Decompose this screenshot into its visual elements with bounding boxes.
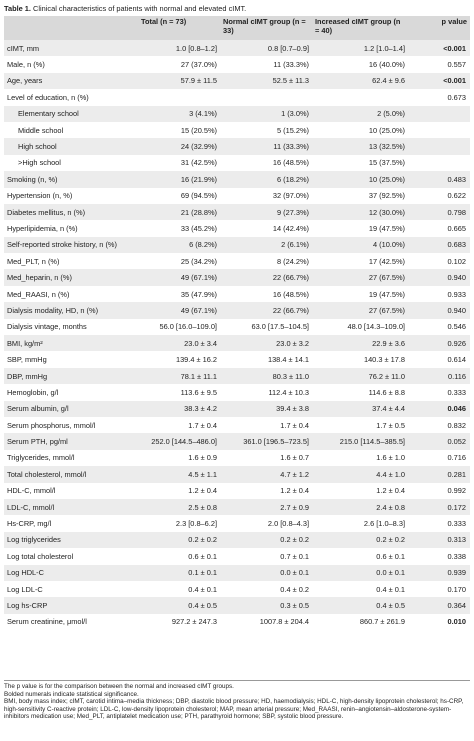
cell-total: 139.4 ± 16.2 xyxy=(138,351,220,367)
cell-increased: 22.9 ± 3.6 xyxy=(312,335,408,351)
row-label: Serum PTH, pg/ml xyxy=(4,433,138,449)
row-label: SBP, mmHg xyxy=(4,351,138,367)
table-row xyxy=(4,56,470,72)
cell-p-value: 0.313 xyxy=(408,532,470,548)
footnote: Bolded numerals indicate statistical significance. xyxy=(4,690,139,698)
row-label: Male, n (%) xyxy=(4,56,138,72)
cell-total: 0.1 ± 0.1 xyxy=(138,565,220,581)
cell-total: 23.0 ± 3.4 xyxy=(138,335,220,351)
table-row xyxy=(4,368,470,384)
row-label: Middle school xyxy=(4,122,138,138)
header-p-value: p value xyxy=(408,16,470,40)
cell-p-value: 0.333 xyxy=(408,515,470,531)
cell-increased: 37.4 ± 4.4 xyxy=(312,401,408,417)
cell-normal: 23.0 ± 3.2 xyxy=(220,335,312,351)
cell-normal: 138.4 ± 14.1 xyxy=(220,351,312,367)
cell-normal: 11 (33.3%) xyxy=(220,138,312,154)
table-row xyxy=(4,597,470,613)
table-row xyxy=(4,450,470,466)
cell-total: 3 (4.1%) xyxy=(138,106,220,122)
cell-total: 1.0 [0.8–1.2] xyxy=(138,40,220,56)
table-row xyxy=(4,237,470,253)
cell-total: 56.0 [16.0–109.0] xyxy=(138,319,220,335)
cell-p-value: 0.798 xyxy=(408,204,470,220)
cell-normal: 8 (24.2%) xyxy=(220,253,312,269)
cell-p-value: 0.170 xyxy=(408,581,470,597)
table-row xyxy=(4,188,470,204)
cell-increased: 17 (42.5%) xyxy=(312,253,408,269)
cell-normal: 52.5 ± 11.3 xyxy=(220,73,312,89)
cell-p-value xyxy=(408,122,470,138)
cell-total: 1.2 ± 0.4 xyxy=(138,483,220,499)
cell-p-value: 0.546 xyxy=(408,319,470,335)
row-label: Self-reported stroke history, n (%) xyxy=(4,237,138,253)
cell-p-value: 0.992 xyxy=(408,483,470,499)
cell-total: 4.5 ± 1.1 xyxy=(138,466,220,482)
table-row xyxy=(4,433,470,449)
cell-normal: 2.7 ± 0.9 xyxy=(220,499,312,515)
header-normal-cimt: Normal cIMT group (n = 33) xyxy=(220,16,312,40)
cell-increased: 76.2 ± 11.0 xyxy=(312,368,408,384)
cell-increased: 0.2 ± 0.2 xyxy=(312,532,408,548)
row-label: BMI, kg/m² xyxy=(4,335,138,351)
table-row xyxy=(4,319,470,335)
header-increased-cimt: Increased cIMT group (n = 40) xyxy=(312,16,408,40)
row-label: Hypertension (n, %) xyxy=(4,188,138,204)
table-row xyxy=(4,155,470,171)
cell-normal: 1007.8 ± 204.4 xyxy=(220,614,312,630)
row-label: Diabetes mellitus, n (%) xyxy=(4,204,138,220)
cell-normal: 9 (27.3%) xyxy=(220,204,312,220)
cell-p-value: 0.052 xyxy=(408,433,470,449)
footnote: BMI, body mass index; cIMT, carotid intima–media thickness; DBP, diastolic blood pressure; HD, haemodialysis; HDL-C, high-density lipoprotein cholesterol; hs-CRP, high-sensitivity C-reactive protein; LDL-C, low-density lipoprotein cholesterol; MAP, mean arterial pressure; Med_RAASI, renin–angiotensin–aldosterone-system-inhibitors medication use; Med_PLT, antiplatelet medication use; PTH, parathyroid hormone; SBP, systolic blood pressure. xyxy=(4,698,464,721)
row-label: Elementary school xyxy=(4,106,138,122)
cell-p-value: 0.683 xyxy=(408,237,470,253)
cell-total: 27 (37.0%) xyxy=(138,56,220,72)
table-row xyxy=(4,565,470,581)
cell-normal: 32 (97.0%) xyxy=(220,188,312,204)
table-row xyxy=(4,302,470,318)
cell-p-value: 0.933 xyxy=(408,286,470,302)
cell-p-value: 0.665 xyxy=(408,220,470,236)
table-row xyxy=(4,351,470,367)
cell-total: 0.6 ± 0.1 xyxy=(138,548,220,564)
row-label: >High school xyxy=(4,155,138,171)
cell-total: 25 (34.2%) xyxy=(138,253,220,269)
cell-normal: 112.4 ± 10.3 xyxy=(220,384,312,400)
cell-increased: 10 (25.0%) xyxy=(312,122,408,138)
cell-p-value: 0.832 xyxy=(408,417,470,433)
cell-p-value: 0.338 xyxy=(408,548,470,564)
cell-increased: 0.6 ± 0.1 xyxy=(312,548,408,564)
table-row xyxy=(4,532,470,548)
row-label: Med_RAASI, n (%) xyxy=(4,286,138,302)
row-label: Age, years xyxy=(4,73,138,89)
row-label: Log hs-CRP xyxy=(4,597,138,613)
cell-normal: 16 (48.5%) xyxy=(220,286,312,302)
cell-increased: 1.2 ± 0.4 xyxy=(312,483,408,499)
row-label: Dialysis modality, HD, n (%) xyxy=(4,302,138,318)
cell-p-value: 0.046 xyxy=(408,401,470,417)
cell-increased: 2.4 ± 0.8 xyxy=(312,499,408,515)
cell-normal: 16 (48.5%) xyxy=(220,155,312,171)
cell-increased: 27 (67.5%) xyxy=(312,269,408,285)
cell-p-value: 0.614 xyxy=(408,351,470,367)
row-label: DBP, mmHg xyxy=(4,368,138,384)
cell-total: 24 (32.9%) xyxy=(138,138,220,154)
cell-total: 49 (67.1%) xyxy=(138,302,220,318)
cell-normal: 1.2 ± 0.4 xyxy=(220,483,312,499)
table-row xyxy=(4,40,470,56)
row-label: Med_heparin, n (%) xyxy=(4,269,138,285)
table-row xyxy=(4,73,470,89)
cell-increased: 4 (10.0%) xyxy=(312,237,408,253)
table-row xyxy=(4,138,470,154)
cell-increased: 12 (30.0%) xyxy=(312,204,408,220)
row-label: Dialysis vintage, months xyxy=(4,319,138,335)
cell-increased: 48.0 [14.3–109.0] xyxy=(312,319,408,335)
row-label: LDL-C, mmol/l xyxy=(4,499,138,515)
table-footnotes xyxy=(4,680,470,721)
row-label: Hs-CRP, mg/l xyxy=(4,515,138,531)
table-row xyxy=(4,515,470,531)
cell-p-value xyxy=(408,155,470,171)
cell-normal: 0.3 ± 0.5 xyxy=(220,597,312,613)
cell-total: 2.3 [0.8–6.2] xyxy=(138,515,220,531)
cell-total: 2.5 ± 0.8 xyxy=(138,499,220,515)
cell-p-value: 0.716 xyxy=(408,450,470,466)
row-label: Smoking (n, %) xyxy=(4,171,138,187)
cell-increased: 0.4 ± 0.1 xyxy=(312,581,408,597)
table-row xyxy=(4,253,470,269)
cell-increased: 2.6 [1.0–8.3] xyxy=(312,515,408,531)
cell-normal: 0.0 ± 0.1 xyxy=(220,565,312,581)
cell-p-value: <0.001 xyxy=(408,73,470,89)
row-label: Serum phosphorus, mmol/l xyxy=(4,417,138,433)
cell-normal: 39.4 ± 3.8 xyxy=(220,401,312,417)
cell-normal: 361.0 [196.5–723.5] xyxy=(220,433,312,449)
cell-p-value: 0.333 xyxy=(408,384,470,400)
cell-increased: 10 (25.0%) xyxy=(312,171,408,187)
cell-p-value: 0.940 xyxy=(408,269,470,285)
caption-label: Table 1. xyxy=(4,4,31,13)
cell-total: 16 (21.9%) xyxy=(138,171,220,187)
row-label: Log triglycerides xyxy=(4,532,138,548)
cell-p-value xyxy=(408,138,470,154)
table-row xyxy=(4,417,470,433)
cell-increased: 13 (32.5%) xyxy=(312,138,408,154)
cell-normal: 2 (6.1%) xyxy=(220,237,312,253)
row-label: Hemoglobin, g/l xyxy=(4,384,138,400)
table-row xyxy=(4,614,470,630)
table-body xyxy=(4,40,470,630)
cell-increased: 19 (47.5%) xyxy=(312,286,408,302)
row-label: Log total cholesterol xyxy=(4,548,138,564)
cell-p-value: 0.940 xyxy=(408,302,470,318)
cell-total: 21 (28.8%) xyxy=(138,204,220,220)
cell-increased: 27 (67.5%) xyxy=(312,302,408,318)
cell-total: 35 (47.9%) xyxy=(138,286,220,302)
caption-text: Clinical characteristics of patients with normal and elevated cIMT. xyxy=(33,4,247,13)
table-row xyxy=(4,106,470,122)
cell-normal xyxy=(220,89,312,105)
cell-increased: 140.3 ± 17.8 xyxy=(312,351,408,367)
cell-increased: 16 (40.0%) xyxy=(312,56,408,72)
cell-p-value: 0.010 xyxy=(408,614,470,630)
cell-p-value xyxy=(408,106,470,122)
cell-p-value: 0.116 xyxy=(408,368,470,384)
cell-increased: 215.0 [114.5–385.5] xyxy=(312,433,408,449)
cell-total: 1.7 ± 0.4 xyxy=(138,417,220,433)
row-label: Serum creatinine, μmol/l xyxy=(4,614,138,630)
cell-increased: 37 (92.5%) xyxy=(312,188,408,204)
cell-normal: 22 (66.7%) xyxy=(220,302,312,318)
cell-p-value: 0.622 xyxy=(408,188,470,204)
row-label: cIMT, mm xyxy=(4,40,138,56)
row-label: Level of education, n (%) xyxy=(4,89,138,105)
cell-p-value: 0.926 xyxy=(408,335,470,351)
table-row xyxy=(4,466,470,482)
cell-normal: 2.0 [0.8–4.3] xyxy=(220,515,312,531)
cell-normal: 63.0 [17.5–104.5] xyxy=(220,319,312,335)
cell-total: 0.4 ± 0.5 xyxy=(138,597,220,613)
cell-total: 6 (8.2%) xyxy=(138,237,220,253)
row-label: HDL-C, mmol/l xyxy=(4,483,138,499)
table-row xyxy=(4,286,470,302)
table-row xyxy=(4,581,470,597)
row-label: Log HDL-C xyxy=(4,565,138,581)
cell-increased: 2 (5.0%) xyxy=(312,106,408,122)
cell-p-value: 0.483 xyxy=(408,171,470,187)
table-row xyxy=(4,122,470,138)
cell-normal: 4.7 ± 1.2 xyxy=(220,466,312,482)
header-variable xyxy=(4,16,138,40)
cell-total: 33 (45.2%) xyxy=(138,220,220,236)
cell-total xyxy=(138,89,220,105)
cell-total: 78.1 ± 11.1 xyxy=(138,368,220,384)
table-row xyxy=(4,171,470,187)
cell-total: 113.6 ± 9.5 xyxy=(138,384,220,400)
clinical-characteristics-table xyxy=(4,16,470,630)
header-total: Total (n = 73) xyxy=(138,16,220,40)
cell-normal: 14 (42.4%) xyxy=(220,220,312,236)
cell-p-value: <0.001 xyxy=(408,40,470,56)
cell-p-value: 0.673 xyxy=(408,89,470,105)
cell-total: 57.9 ± 11.5 xyxy=(138,73,220,89)
cell-total: 0.4 ± 0.1 xyxy=(138,581,220,597)
row-label: High school xyxy=(4,138,138,154)
cell-increased: 0.0 ± 0.1 xyxy=(312,565,408,581)
table-row xyxy=(4,483,470,499)
cell-p-value: 0.102 xyxy=(408,253,470,269)
cell-normal: 1.6 ± 0.7 xyxy=(220,450,312,466)
cell-increased: 1.2 [1.0–1.4] xyxy=(312,40,408,56)
cell-total: 38.3 ± 4.2 xyxy=(138,401,220,417)
cell-p-value: 0.172 xyxy=(408,499,470,515)
row-label: Hyperlipidemia, n (%) xyxy=(4,220,138,236)
row-label: Total cholesterol, mmol/l xyxy=(4,466,138,482)
cell-increased: 860.7 ± 261.9 xyxy=(312,614,408,630)
cell-normal: 80.3 ± 11.0 xyxy=(220,368,312,384)
cell-increased: 1.6 ± 1.0 xyxy=(312,450,408,466)
table-row xyxy=(4,384,470,400)
cell-normal: 0.4 ± 0.2 xyxy=(220,581,312,597)
cell-normal: 0.8 [0.7–0.9] xyxy=(220,40,312,56)
cell-normal: 0.7 ± 0.1 xyxy=(220,548,312,564)
table-header-row xyxy=(4,16,470,40)
row-label: Log LDL-C xyxy=(4,581,138,597)
cell-p-value: 0.939 xyxy=(408,565,470,581)
cell-total: 69 (94.5%) xyxy=(138,188,220,204)
cell-normal: 22 (66.7%) xyxy=(220,269,312,285)
cell-normal: 1.7 ± 0.4 xyxy=(220,417,312,433)
cell-total: 31 (42.5%) xyxy=(138,155,220,171)
cell-increased: 0.4 ± 0.5 xyxy=(312,597,408,613)
row-label: Triglycerides, mmol/l xyxy=(4,450,138,466)
cell-normal: 5 (15.2%) xyxy=(220,122,312,138)
table-row xyxy=(4,204,470,220)
cell-total: 0.2 ± 0.2 xyxy=(138,532,220,548)
table-row xyxy=(4,548,470,564)
row-label: Med_PLT, n (%) xyxy=(4,253,138,269)
table-caption xyxy=(4,4,470,13)
cell-normal: 6 (18.2%) xyxy=(220,171,312,187)
cell-total: 49 (67.1%) xyxy=(138,269,220,285)
cell-total: 927.2 ± 247.3 xyxy=(138,614,220,630)
cell-increased: 19 (47.5%) xyxy=(312,220,408,236)
cell-normal: 0.2 ± 0.2 xyxy=(220,532,312,548)
cell-p-value: 0.281 xyxy=(408,466,470,482)
cell-total: 1.6 ± 0.9 xyxy=(138,450,220,466)
table-row xyxy=(4,89,470,105)
cell-increased: 62.4 ± 9.6 xyxy=(312,73,408,89)
cell-increased: 114.6 ± 8.8 xyxy=(312,384,408,400)
table-row xyxy=(4,269,470,285)
cell-normal: 11 (33.3%) xyxy=(220,56,312,72)
cell-p-value: 0.557 xyxy=(408,56,470,72)
table-row xyxy=(4,499,470,515)
cell-increased xyxy=(312,89,408,105)
cell-total: 252.0 [144.5–486.0] xyxy=(138,433,220,449)
table-row xyxy=(4,401,470,417)
footnote: The p value is for the comparison between the normal and increased cIMT groups. xyxy=(4,683,234,690)
table-row xyxy=(4,220,470,236)
cell-p-value: 0.364 xyxy=(408,597,470,613)
cell-increased: 4.4 ± 1.0 xyxy=(312,466,408,482)
cell-increased: 15 (37.5%) xyxy=(312,155,408,171)
cell-increased: 1.7 ± 0.5 xyxy=(312,417,408,433)
table-row xyxy=(4,335,470,351)
cell-normal: 1 (3.0%) xyxy=(220,106,312,122)
cell-total: 15 (20.5%) xyxy=(138,122,220,138)
row-label: Serum albumin, g/l xyxy=(4,401,138,417)
